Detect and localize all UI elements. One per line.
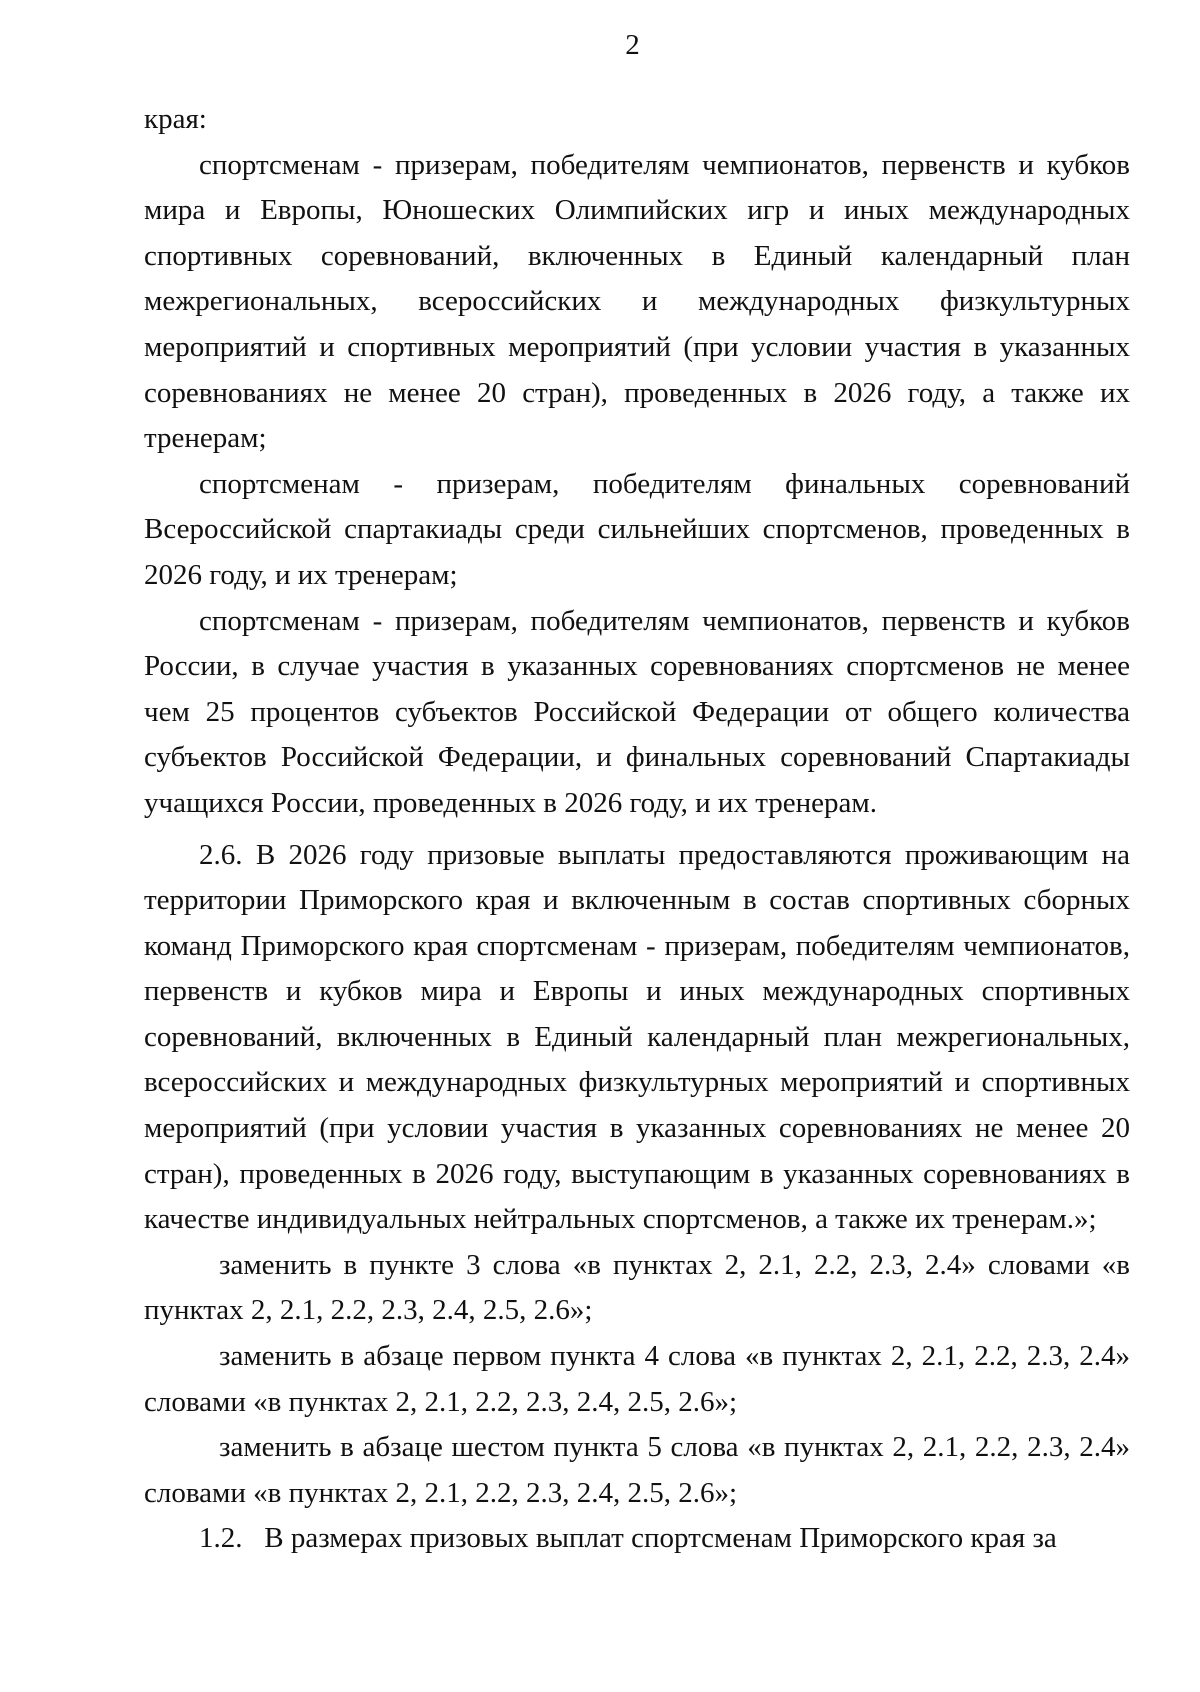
- paragraph-clause-2-6: 2.6. В 2026 году призовые выплаты предоставляются проживающим на территории Приморского края и включенным в состав спортивных сборных команд Приморского края спортсменам - призерам, победителям чемпионатов, первенств и кубков мира и Европы и иных международных спортивных соревнований, включенных в Единый календарный план межрегиональных, всероссийских и международных физкультурных мероприятий и спортивных мероприятий (при условии участия в указанных соревнованиях не менее 20 стран), проведенных в 2026 году, выступающим в указанных соревнованиях в качестве индивидуальных нейтральных спортсменов, а также их тренерам.»;: [144, 838, 1130, 1236]
- page-number: 2: [625, 29, 640, 61]
- paragraph-spartakiad-medalists: спортсменам - призерам, победителям финальных соревнований Всероссийской спартакиады среди сильнейших спортсменов, проведенных в 2026 году, и их тренерам;: [144, 467, 1130, 591]
- paragraph-russia-medalists: спортсменам - призерам, победителям чемпионатов, первенств и кубков России, в случае участия в указанных соревнованиях спортсменов не менее чем 25 процентов субъектов Российской Федерации от общего количества субъектов Российской Федерации, и финальных соревнований Спартакиады учащихся России, проведенных в 2026 году, и их тренерам.: [144, 604, 1130, 819]
- document-body: [144, 97, 1130, 1562]
- paragraph-replace-point-3: заменить в пункте 3 слова «в пунктах 2, 2.1, 2.2, 2.3, 2.4» словами «в пунктах 2, 2.1, 2.2, 2.3, 2.4, 2.5, 2.6»;: [144, 1248, 1130, 1327]
- paragraph-clause-1-2: 1.2. В размерах призовых выплат спортсменам Приморского края за: [199, 1522, 1057, 1555]
- paragraph-replace-point-5: заменить в абзаце шестом пункта 5 слова «в пунктах 2, 2.1, 2.2, 2.3, 2.4» словами «в пунктах 2, 2.1, 2.2, 2.3, 2.4, 2.5, 2.6»;: [144, 1431, 1130, 1509]
- paragraph-world-europe-medalists: спортсменам - призерам, победителям чемпионатов, первенств и кубков мира и Европы, Юношеских Олимпийских игр и иных международных спортивных соревнований, включенных в Единый календарный план межрегиональных, всероссийских и международных физкультурных мероприятий и спортивных мероприятий (при условии участия в указанных соревнованиях не менее 20 стран), проведенных в 2026 году, а также их тренерам;: [144, 148, 1130, 455]
- paragraph-replace-point-4: заменить в абзаце первом пункта 4 слова «в пунктах 2, 2.1, 2.2, 2.3, 2.4» словами «в пунктах 2, 2.1, 2.2, 2.3, 2.4, 2.5, 2.6»;: [144, 1340, 1130, 1418]
- paragraph-continuation: края:: [144, 103, 207, 135]
